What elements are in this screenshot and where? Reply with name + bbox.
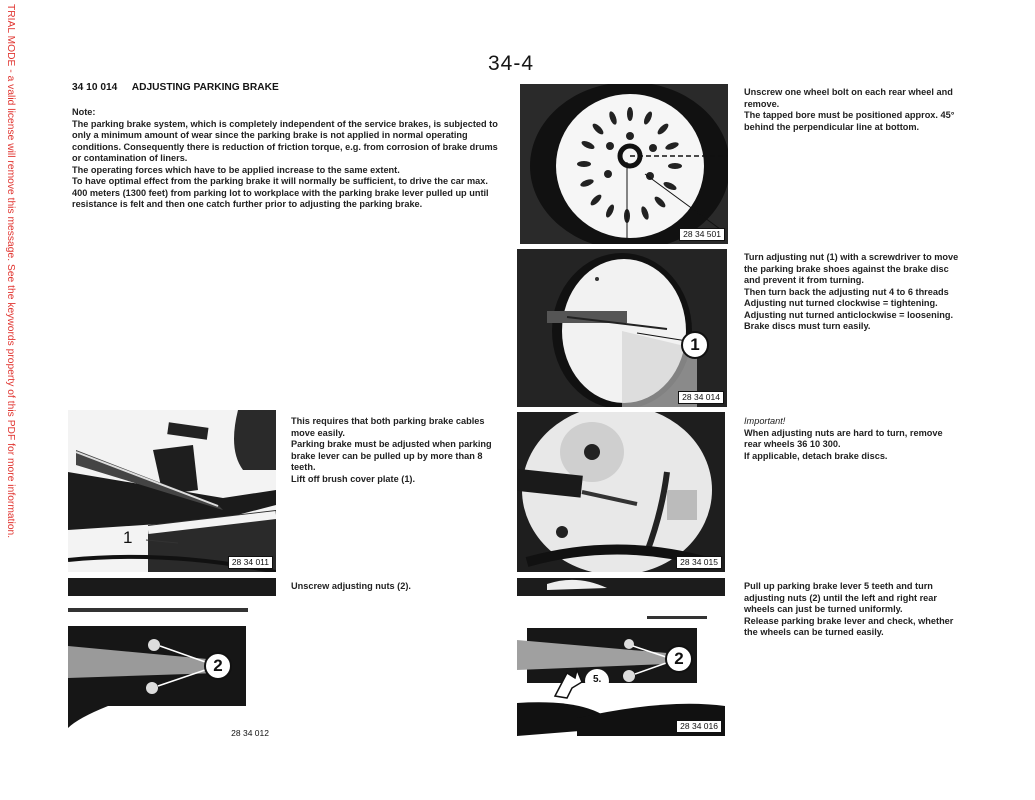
step-line: Unscrew one wheel bolt on each rear wheel and remove. [744, 87, 953, 109]
figure-pull-up-lever [517, 578, 725, 736]
step-line: Release parking brake lever and check, whether the wheels can be turned easily. [744, 615, 954, 637]
note-heading: Note: [72, 107, 96, 117]
step-line: Then turn back the adjusting nut 4 to 6 threads [744, 286, 949, 297]
step-line: If applicable, detach brake discs. [744, 450, 888, 461]
teeth-marker: 5. [593, 674, 602, 685]
figure-label: 28 34 012 [231, 728, 269, 738]
step-adjusting-nut-text [744, 252, 959, 333]
important-heading: Important! [744, 416, 786, 426]
section-heading [72, 82, 279, 93]
step-line: Parking brake must be adjusted when parking brake lever can be pulled up by more than 8 teeth. [291, 439, 492, 472]
step-line: Adjusting nut turned clockwise = tightening. [744, 298, 938, 308]
step-line: Lift off brush cover plate (1). [291, 473, 416, 484]
step-wheel-bolt-text [744, 87, 959, 133]
figure-unscrew-nuts [68, 578, 276, 738]
step-cables-text [291, 416, 506, 485]
figure-brake-shoes [517, 412, 725, 572]
figure-label: 28 34 016 [676, 720, 722, 733]
step-line: Brake discs must turn easily. [744, 321, 871, 331]
handbrake-lever-illustration [68, 410, 276, 572]
figure-wheel-bolt [520, 84, 728, 244]
callout-number: 2 [204, 652, 232, 680]
callout-number: 1 [681, 331, 709, 359]
note-paragraph: To have optimal effect from the parking brake it will normally be sufficient, to drive the car max. 400 meters (1300 feet) from parking lot to workplace with the parking brake lever pulled up until resistance is felt and then one catch further prior to adjusting the parking brake. [72, 176, 489, 209]
lever-teeth-illustration [517, 578, 725, 736]
figure-label: 28 34 501 [679, 228, 725, 241]
step-pull-up-text [744, 581, 959, 639]
callout-number: 2 [665, 645, 693, 673]
figure-adjusting-nut [517, 249, 727, 407]
figure-label: 28 34 014 [678, 391, 724, 404]
step-line: When adjusting nuts are hard to turn, remove rear wheels 36 10 300. [744, 427, 943, 449]
step-line: Pull up parking brake lever 5 teeth and turn adjusting nuts (2) until the left and right rear wheels can just be turned uniformly. [744, 581, 937, 614]
callout-number: 1 [123, 528, 133, 547]
section-code: 34 10 014 [72, 82, 118, 93]
note-block [72, 107, 502, 211]
step-line: Turn adjusting nut (1) with a screwdriver to move the parking brake shoes against the brake disc and prevent it from turning. [744, 252, 959, 285]
note-paragraph: The parking brake system, which is completely independent of the service brakes, is subjected to only a minimum amount of wear since the parking brake is not applied in normal operating conditions. Consequently there is reduction of friction torque, e.g. from corrosion of brake drums or contamination of liners. [72, 118, 498, 163]
section-title: ADJUSTING PARKING BRAKE [131, 82, 279, 93]
step-line: This requires that both parking brake cables move easily. [291, 416, 485, 438]
trial-watermark: TRIAL MODE - a valid license will remove this message. See the keywords property of this PDF for more information. [5, 4, 16, 539]
step-important-text [744, 416, 959, 462]
adjusting-nuts-illustration [68, 578, 276, 738]
figure-label: 28 34 015 [676, 556, 722, 569]
brake-shoes-illustration [517, 412, 725, 572]
figure-brush-cover [68, 410, 276, 572]
figure-label: 28 34 011 [228, 556, 273, 569]
step-unscrew-nuts-text [291, 581, 506, 593]
page-number: 34-4 [488, 52, 535, 75]
step-line: Unscrew adjusting nuts (2). [291, 581, 411, 591]
wheel-illustration [520, 84, 728, 244]
brake-disc-illustration [517, 249, 727, 407]
note-paragraph: The operating forces which have to be applied increase to the same extent. [72, 164, 400, 175]
step-line: Adjusting nut turned anticlockwise = loosening. [744, 309, 954, 320]
step-line: The tapped bore must be positioned approx. 45° behind the perpendicular line at bottom. [744, 110, 955, 132]
